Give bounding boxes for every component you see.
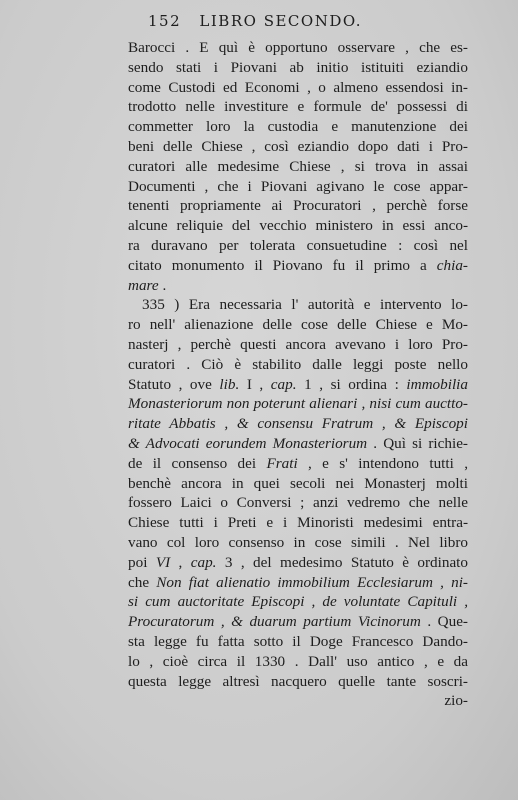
text-line bbox=[128, 295, 468, 315]
text-segment: Monasteriorum non poterunt alienari , nisi cum auctto- bbox=[128, 395, 468, 413]
text-line bbox=[128, 58, 468, 78]
text-segment: tenenti propriamente ai Procuratori , perchè forse bbox=[128, 197, 468, 215]
text-segment: mare bbox=[128, 276, 159, 294]
text-line bbox=[128, 335, 468, 355]
text-segment: zio- bbox=[444, 692, 468, 710]
body-text bbox=[128, 38, 468, 711]
text-segment: benchè ancora in quei secoli nei Monasterj molti bbox=[128, 474, 468, 492]
text-line bbox=[128, 375, 468, 395]
text-segment: lib. bbox=[219, 375, 240, 393]
text-segment: beni delle Chiese , così eziandio dopo dati i Pro- bbox=[128, 137, 468, 155]
text-line bbox=[128, 573, 468, 593]
text-line bbox=[128, 78, 468, 98]
text-line bbox=[128, 137, 468, 157]
text-line bbox=[128, 652, 468, 672]
text-segment: Statuto , ove bbox=[128, 375, 220, 393]
running-title: LIBRO SECONDO. bbox=[199, 12, 363, 30]
text-segment: Non fiat alienatio immobilium Ecclesiarum , ni- bbox=[156, 573, 468, 591]
text-segment: , bbox=[170, 553, 191, 571]
text-line bbox=[128, 414, 468, 434]
text-line bbox=[128, 592, 468, 612]
text-line bbox=[128, 612, 468, 632]
text-segment: sta legge fu fatta sotto il Doge Francesco Dando- bbox=[128, 632, 468, 650]
text-segment: VI bbox=[155, 553, 171, 571]
text-segment: nasterj , perchè questi ancora avevano i loro Pro- bbox=[128, 335, 468, 353]
text-segment: . bbox=[158, 276, 167, 294]
text-line bbox=[128, 454, 468, 474]
text-segment: I , bbox=[239, 375, 271, 393]
text-segment: Chiese tutti i Preti e i Minoristi medesimi entra- bbox=[128, 514, 468, 532]
text-line bbox=[128, 276, 468, 296]
text-line bbox=[128, 196, 468, 216]
text-line bbox=[128, 394, 468, 414]
text-line bbox=[128, 434, 468, 454]
text-segment: immobilia bbox=[406, 375, 468, 393]
text-line bbox=[128, 533, 468, 553]
text-segment: ritate Abbatis , & consensu Fratrum , & Episcopi bbox=[128, 415, 468, 433]
text-segment: Procuratorum , & duarum partium Vicinorum bbox=[128, 613, 421, 631]
catchword bbox=[128, 691, 468, 711]
text-line bbox=[128, 216, 468, 236]
text-segment: . Que- bbox=[420, 613, 468, 631]
text-line bbox=[128, 157, 468, 177]
text-segment: che bbox=[128, 573, 157, 591]
text-line bbox=[128, 117, 468, 137]
text-segment: alcune reliquie del vecchio ministero in essi anco- bbox=[128, 217, 468, 235]
text-line bbox=[128, 38, 468, 58]
text-line bbox=[128, 97, 468, 117]
text-segment: commetter loro la custodia e manutenzione dei bbox=[128, 118, 468, 136]
text-segment: citato monumento il Piovano fu il primo a bbox=[128, 256, 437, 274]
text-segment: curatori . Ciò è stabilito dalle leggi poste nello bbox=[128, 355, 468, 373]
text-segment: curatori alle medesime Chiese , si trova in assai bbox=[128, 157, 468, 175]
running-header bbox=[148, 12, 488, 34]
text-segment: Documenti , che i Piovani agivano le cose appar- bbox=[128, 177, 468, 195]
text-segment: & Advocati eorundem Monasteriorum bbox=[128, 434, 368, 452]
text-segment: cap. bbox=[190, 553, 217, 571]
text-segment: 1 , si ordina : bbox=[296, 375, 407, 393]
text-segment: lo , cioè circa il 1330 . Dall' uso antico , e da bbox=[128, 652, 468, 670]
text-line bbox=[128, 493, 468, 513]
text-segment: si cum auctoritate Episcopi , de voluntate Capituli , bbox=[128, 593, 468, 611]
text-line bbox=[128, 513, 468, 533]
text-segment: cap. bbox=[270, 375, 297, 393]
text-segment: , e s' intendono tutti , bbox=[297, 454, 468, 472]
text-line bbox=[128, 632, 468, 652]
text-line bbox=[128, 355, 468, 375]
text-line bbox=[128, 256, 468, 276]
text-segment: trodotto nelle investiture e formule de' possessi di bbox=[128, 98, 468, 116]
text-segment: chia- bbox=[436, 256, 468, 274]
text-segment: sendo stati i Piovani ab initio istituiti eziandio bbox=[128, 58, 468, 76]
text-segment: 3 , del medesimo Statuto è ordinato bbox=[216, 553, 468, 571]
text-line bbox=[128, 177, 468, 197]
page-number: 152 bbox=[148, 12, 182, 30]
text-segment: ra duravano per tolerata consuetudine : così nel bbox=[128, 236, 468, 254]
text-line bbox=[128, 553, 468, 573]
text-segment: vano col loro consenso in cose simili . Nel libro bbox=[128, 533, 468, 551]
text-segment: ro nell' alienazione delle cose delle Chiese e Mo- bbox=[128, 316, 468, 334]
text-segment: questa legge altresì nacquero quelle tante soscri- bbox=[128, 672, 468, 690]
text-line bbox=[128, 315, 468, 335]
text-segment: poi bbox=[128, 553, 156, 571]
text-segment: 335 ) Era necessaria l' autorità e intervento lo- bbox=[142, 296, 468, 314]
text-segment: de il consenso dei bbox=[128, 454, 267, 472]
text-segment: Frati bbox=[266, 454, 298, 472]
text-line bbox=[128, 236, 468, 256]
text-segment: come Custodi ed Economi , o almeno essendosi in- bbox=[128, 78, 468, 96]
text-segment: Barocci . E quì è opportuno osservare , che es- bbox=[128, 39, 468, 56]
text-line bbox=[128, 672, 468, 692]
text-line bbox=[128, 474, 468, 494]
text-segment: fossero Laici o Conversi ; anzi vedremo che nelle bbox=[128, 494, 468, 512]
text-segment: . Quì si richie- bbox=[367, 434, 468, 452]
